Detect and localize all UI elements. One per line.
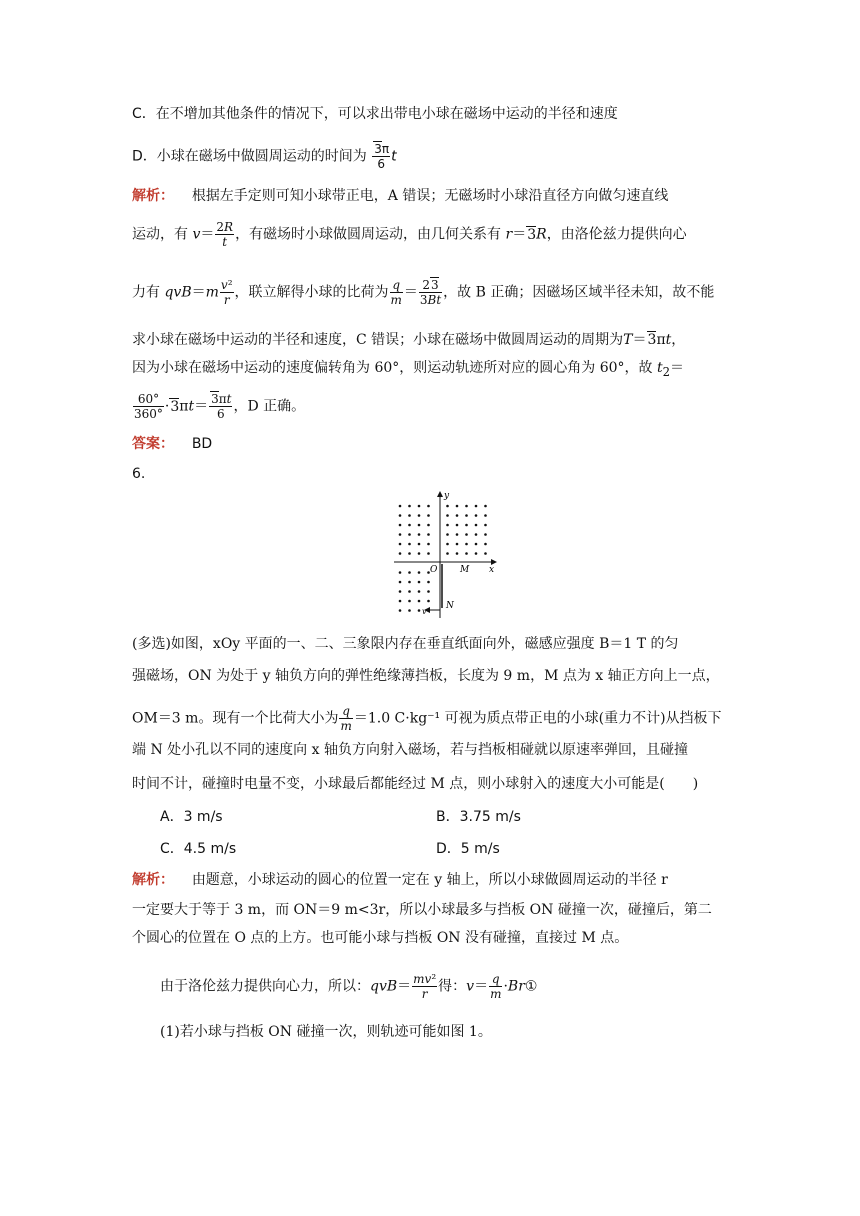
- field-dot: [456, 524, 459, 527]
- field-dot: [408, 571, 411, 574]
- field-dot: [408, 581, 411, 584]
- x-axis-label: x: [489, 565, 495, 575]
- field-dot: [427, 514, 430, 517]
- field-dot: [475, 533, 478, 536]
- field-dot: [427, 600, 430, 603]
- option-c-prev: C．在不增加其他条件的情况下，可以求出带电小球在磁场中运动的半径和速度: [132, 106, 618, 122]
- q6-stem-line1: (多选)如图，xOy 平面的一、二、三象限内存在垂直纸面向外，磁感应强度 B＝1 T 的匀: [132, 636, 679, 652]
- field-dot: [465, 543, 468, 546]
- field-dot: [475, 524, 478, 527]
- q6-analysis-line2: 一定要大于等于 3 m，而 ON＝9 m<3r，所以小球最多与挡板 ON 碰撞一次，碰撞后，第二: [132, 902, 712, 918]
- point-n-label: N: [446, 601, 454, 611]
- q5-analysis-line5: 因为小球在磁场中运动的速度偏转角为 60°，则运动轨迹所对应的圆心角为 60°，故 $t_2=$: [132, 360, 685, 379]
- fraction-sqrt3pi-over-6: $\frac{3\pi}{6}$: [374, 142, 390, 171]
- q6-analysis-line3: 个圆心的位置在 O 点的上方。也可能小球与挡板 ON 没有碰撞，直接过 M 点。: [132, 930, 629, 946]
- field-dot: [427, 552, 430, 555]
- question-number: 6.: [132, 466, 146, 482]
- field-dot: [427, 524, 430, 527]
- field-dot: [408, 552, 411, 555]
- field-dot: [418, 552, 421, 555]
- field-dot: [408, 524, 411, 527]
- field-dot: [408, 609, 411, 612]
- field-dot: [399, 552, 402, 555]
- field-dot: [484, 514, 487, 517]
- option-b: B．3.75 m/s: [436, 809, 521, 825]
- field-dot: [399, 609, 402, 612]
- field-dot: [446, 543, 449, 546]
- field-dot: [418, 600, 421, 603]
- field-dot: [399, 600, 402, 603]
- field-dot: [446, 505, 449, 508]
- q6-stem-line5: 时间不计，碰撞时电量不变，小球最后都能经过 M 点，则小球射入的速度大小可能是( ): [132, 776, 699, 792]
- field-dot: [408, 600, 411, 603]
- q6-analysis-line1: 解析： 由题意，小球运动的圆心的位置一定在 y 轴上，所以小球做圆周运动的半径 r: [132, 872, 668, 888]
- field-dot: [399, 514, 402, 517]
- field-dot: [408, 505, 411, 508]
- field-dot: [456, 505, 459, 508]
- analysis-label: 解析：: [132, 188, 174, 204]
- field-dot: [456, 514, 459, 517]
- field-dot: [475, 514, 478, 517]
- q5-analysis-line2: 运动，有 v＝ $\frac{2R}{t}$ ，有磁场时小球做圆周运动，由几何关系有 r＝3R，由洛伦兹力提供向心: [132, 220, 687, 249]
- field-dot: [484, 543, 487, 546]
- field-dot: [408, 514, 411, 517]
- y-axis-label: y: [444, 491, 450, 501]
- field-dot: [456, 543, 459, 546]
- field-dot: [418, 524, 421, 527]
- field-dot: [399, 543, 402, 546]
- q6-analysis-line5: (1)若小球与挡板 ON 碰撞一次，则轨迹可能如图 1。: [160, 1024, 492, 1040]
- field-dot: [427, 533, 430, 536]
- field-dot: [446, 514, 449, 517]
- field-dot: [418, 609, 421, 612]
- q6-stem-line4: 端 N 处小孔以不同的速度向 x 轴负方向射入磁场，若与挡板相碰就以原速率弹回，且碰撞: [132, 742, 688, 758]
- field-dot: [418, 505, 421, 508]
- field-dot: [408, 543, 411, 546]
- field-dot: [418, 533, 421, 536]
- point-m-label: M: [460, 565, 470, 575]
- option-a: A．3 m/s: [160, 809, 223, 825]
- field-dot: [418, 581, 421, 584]
- field-dot: [465, 552, 468, 555]
- field-dot: [475, 543, 478, 546]
- q5-analysis-line4: 求小球在磁场中运动的半径和速度，C 错误；小球在磁场中做圆周运动的周期为T＝3πt，: [132, 332, 686, 348]
- q6-stem-line2: 强磁场，ON 为处于 y 轴负方向的弹性绝缘薄挡板，长度为 9 m，M 点为 x 轴正方向上一点，: [132, 668, 720, 684]
- answer-label: 答案：: [132, 436, 174, 452]
- origin-label: O: [430, 565, 438, 575]
- option-d-prev: D．小球在磁场中做圆周运动的时间为 $\frac{3\pi}{6}$ t: [132, 142, 397, 171]
- field-dot: [456, 552, 459, 555]
- field-dot: [484, 524, 487, 527]
- field-dot: [399, 505, 402, 508]
- field-dot: [465, 524, 468, 527]
- field-dot: [408, 533, 411, 536]
- field-dot: [446, 533, 449, 536]
- velocity-label: v: [422, 607, 427, 616]
- q6-analysis-line4: 由于洛伦兹力提供向心力，所以：qvB＝ $\frac{\text{mv²}}{r}$ 得：v＝ $\frac{q}{m}$ ·Br①: [160, 972, 538, 1001]
- field-dot: [465, 514, 468, 517]
- q5-analysis-line6: $\frac{60^\circ}{360^\circ}$ ·3πt＝ $\frac{3\pi t}{6}$ ，D 正确。: [134, 392, 306, 421]
- field-dot: [427, 505, 430, 508]
- field-dot: [475, 505, 478, 508]
- field-dot: [399, 524, 402, 527]
- field-dot: [484, 533, 487, 536]
- field-dot: [399, 571, 402, 574]
- answer-line: [132, 434, 212, 454]
- option-d: D．5 m/s: [436, 841, 500, 857]
- field-dot: [465, 505, 468, 508]
- field-dot: [484, 505, 487, 508]
- q5-analysis-line1: 解析： 根据左手定则可知小球带正电，A 错误；无磁场时小球沿直径方向做匀速直线: [132, 188, 669, 204]
- field-dot: [399, 590, 402, 593]
- field-dot: [418, 514, 421, 517]
- field-dot: [399, 533, 402, 536]
- field-dot: [427, 590, 430, 593]
- q6-stem-line3: OM＝3 m。现有一个比荷大小为 $\frac{q}{m}$ ＝1.0 C·kg⁻¹ 可视为质点带正电的小球(重力不计)从挡板下: [132, 704, 722, 733]
- field-dot: [399, 581, 402, 584]
- answer-value: BD: [191, 436, 213, 452]
- field-dot: [446, 524, 449, 527]
- field-dot: [408, 590, 411, 593]
- option-c: C．4.5 m/s: [160, 841, 237, 857]
- field-dot: [446, 552, 449, 555]
- field-dot: [427, 581, 430, 584]
- analysis-label-q6: 解析：: [132, 872, 174, 888]
- field-dot: [456, 533, 459, 536]
- field-dot: [427, 543, 430, 546]
- field-dot: [465, 533, 468, 536]
- field-dot: [418, 571, 421, 574]
- field-dot: [418, 543, 421, 546]
- q5-analysis-line3: 力有 qvB＝m $\frac{\text{v²}}{r}$ ，联立解得小球的比荷为 $\frac{q}{m}$ ＝ $\frac{23}{3Bt}$ ，故 B 正确；因磁场区域半径未知，故不能: [132, 278, 715, 307]
- field-dot: [484, 552, 487, 555]
- magnetic-field-figure: [392, 490, 512, 622]
- field-dot: [475, 552, 478, 555]
- field-dot: [418, 590, 421, 593]
